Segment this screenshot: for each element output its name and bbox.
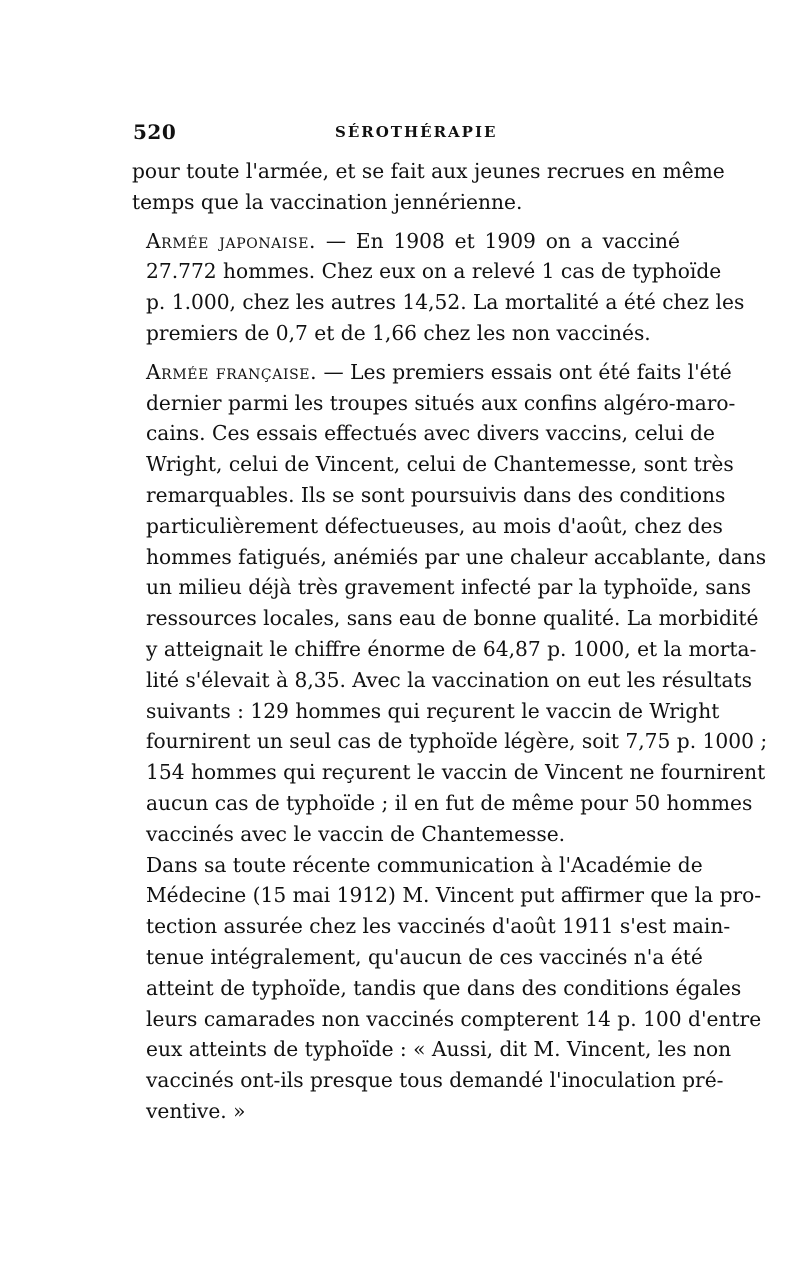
text-line: y atteignait le chiffre énorme de 64,87 p. 1000, et la morta- [146, 636, 757, 661]
text-line: Armée française. — Les premiers essais ont été faits l'été [146, 359, 732, 384]
text-line: leurs camarades non vaccinés compterent 14 p. 100 d'entre [146, 1006, 762, 1031]
text-line: un milieu déjà très gravement infecté par la typhoïde, sans [146, 575, 752, 600]
text-line: suivants : 129 hommes qui reçurent le vaccin de Wright [146, 698, 720, 723]
section-heading-french-army: Armée française. [146, 359, 318, 384]
page-number: 520 [133, 120, 177, 144]
text-line: ventive. » [146, 1098, 246, 1123]
text-line: dernier parmi les troupes situés aux confins algéro-maro- [146, 390, 736, 415]
section-heading-japanese-army: Armée japonaise. [146, 228, 317, 253]
text-line: vaccinés ont-ils presque tous demandé l'inoculation pré- [146, 1068, 724, 1093]
paragraph-vincent-communication [132, 850, 762, 1127]
text-line: pour toute l'armée, et se fait aux jeunes recrues en même [132, 159, 725, 183]
text-line: Médecine (15 mai 1912) M. Vincent put affirmer que la pro- [146, 883, 762, 908]
text-line: eux atteints de typhoïde : « Aussi, dit M. Vincent, les non [146, 1037, 732, 1062]
text-line: particulièrement défectueuses, au mois d'août, chez des [146, 513, 723, 538]
text-line: cains. Ces essais effectués avec divers vaccins, celui de [146, 421, 715, 446]
text-line: tenue intégralement, qu'aucun de ces vaccinés n'a été [146, 944, 703, 969]
text-line: fournirent un seul cas de typhoïde légère, soit 7,75 p. 1000 ; [146, 729, 768, 754]
running-head: SÉROTHÉRAPIE [335, 123, 498, 141]
paragraph-continuation [132, 156, 725, 218]
text-line: Armée japonaise. — En 1908 et 1909 on a vacciné [146, 228, 680, 253]
text-line: p. 1.000, chez les autres 14,52. La mortalité a été chez les [146, 290, 745, 315]
text-line: atteint de typhoïde, tandis que dans des conditions égales [146, 975, 742, 1000]
paragraph-japanese-army [132, 226, 745, 349]
text-line: aucun cas de typhoïde ; il en fut de même pour 50 hommes [146, 790, 753, 815]
text-line: hommes fatigués, anémiés par une chaleur accablante, dans [146, 544, 767, 569]
text-line: Wright, celui de Vincent, celui de Chantemesse, sont très [146, 452, 734, 477]
page-body [132, 156, 768, 1127]
paragraph-french-army [132, 357, 768, 850]
text-line: Dans sa toute récente communication à l'Académie de [146, 852, 703, 877]
text-line: temps que la vaccination jennérienne. [132, 189, 523, 214]
page-header [0, 120, 800, 148]
text-line: vaccinés avec le vaccin de Chantemesse. [146, 821, 566, 846]
text-line: ressources locales, sans eau de bonne qualité. La morbidité [146, 606, 759, 631]
text-line: tection assurée chez les vaccinés d'août 1911 s'est main- [146, 914, 731, 939]
text-line: 154 hommes qui reçurent le vaccin de Vincent ne fournirent [146, 760, 766, 785]
text-line: remarquables. Ils se sont poursuivis dans des conditions [146, 482, 726, 507]
text-line: 27.772 hommes. Chez eux on a relevé 1 cas de typhoïde [146, 259, 722, 284]
text-line: lité s'élevait à 8,35. Avec la vaccination on eut les résultats [146, 667, 753, 692]
text-line: premiers de 0,7 et de 1,66 chez les non vaccinés. [146, 320, 651, 345]
